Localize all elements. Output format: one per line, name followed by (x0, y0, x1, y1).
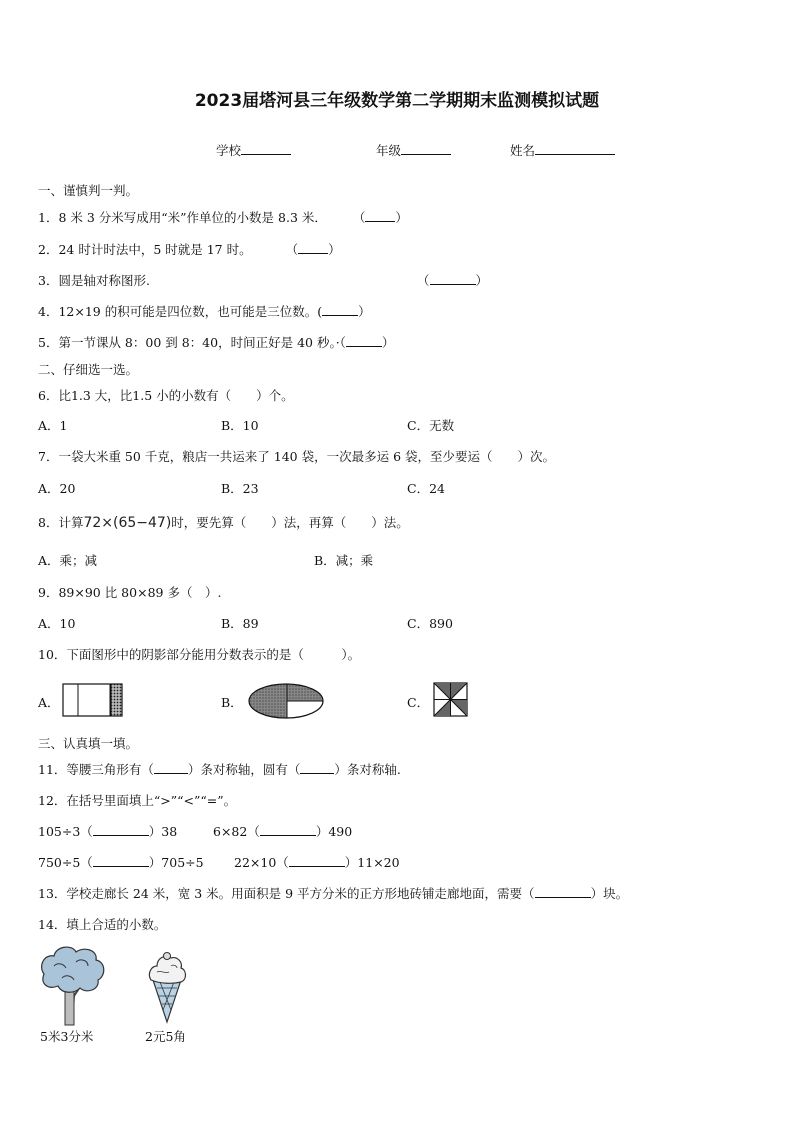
school-field (216, 141, 291, 159)
school-label: 学校 (216, 143, 242, 158)
answer-blank-3[interactable] (430, 273, 476, 285)
question-1: 1．8 米 3 分米写成用“米”作单位的小数是 8.3 米． （ ） (38, 210, 408, 225)
name-label: 姓名 (510, 143, 536, 158)
q8-option-a[interactable]: A．乘；减 (38, 553, 98, 568)
answer-blank-11a[interactable] (154, 762, 188, 774)
q10-option-a[interactable]: A． (38, 695, 60, 710)
q8-expression: 72×(65−47) (83, 515, 172, 531)
q12-item-4: 22×10（ ）11×20 (234, 855, 400, 870)
answer-blank-5[interactable] (346, 335, 382, 347)
question-10: 10．下面图形中的阴影部分能用分数表示的是（ ）。 (38, 647, 361, 662)
tree-icon (36, 944, 108, 1026)
page-title: 2023届塔河县三年级数学第二学期期末监测模拟试题 (194, 91, 600, 111)
question-13: 13．学校走廊长 24 米，宽 3 米。用面积是 9 平方分米的正方形地砖铺走廊地面，需要（ ）块。 (38, 886, 629, 901)
answer-blank-12-4[interactable] (289, 855, 345, 867)
school-blank[interactable] (241, 142, 291, 155)
q6-option-c[interactable]: C．无数 (407, 418, 455, 433)
answer-blank-12-2[interactable] (260, 824, 316, 836)
q8-option-b[interactable]: B．减；乘 (314, 553, 374, 568)
q7-option-c[interactable]: C．24 (407, 481, 445, 496)
q7-option-b[interactable]: B．23 (221, 481, 259, 496)
q9-option-c[interactable]: C．890 (407, 616, 453, 631)
question-8: 8．计算72×(65−47)时，要先算（ ）法，再算（ ）法。 (38, 515, 409, 531)
grade-blank[interactable] (401, 142, 451, 155)
q10-figure-c (433, 682, 469, 718)
ice-cream-icon (143, 950, 191, 1026)
answer-blank-4[interactable] (322, 304, 358, 316)
q7-option-a[interactable]: A．20 (38, 481, 76, 496)
question-6: 6．比1.3 大，比1.5 小的小数有（ ）个。 (38, 388, 294, 403)
question-14: 14．填上合适的小数。 (38, 917, 167, 932)
q10-figure-a (62, 683, 124, 717)
question-5: 5．第一节课从 8：00 到 8：40，时间正好是 40 秒。·（ ） (38, 335, 395, 350)
q6-option-b[interactable]: B．10 (221, 418, 259, 433)
grade-label: 年级 (376, 143, 402, 158)
q9-option-b[interactable]: B．89 (221, 616, 259, 631)
tree-caption: 5米3分米 (40, 1029, 94, 1044)
question-7: 7．一袋大米重 50 千克，粮店一共运来了 140 袋，一次最多运 6 袋，至少要运（ ）次。 (38, 449, 556, 464)
answer-blank-2[interactable] (298, 242, 328, 254)
q10-option-b[interactable]: B． (221, 695, 243, 710)
question-3: 3．圆是轴对称图形. (38, 273, 150, 288)
q12-item-1: 105÷3（ ）38 (38, 824, 178, 839)
ice-cream-caption: 2元5角 (145, 1029, 186, 1044)
q9-option-a[interactable]: A．10 (38, 616, 76, 631)
answer-blank-12-3[interactable] (93, 855, 149, 867)
answer-blank-11b[interactable] (300, 762, 334, 774)
answer-3: （ ） (417, 273, 489, 288)
q12-item-3: 750÷5（ ）705÷5 (38, 855, 204, 870)
answer-blank-1[interactable] (365, 210, 395, 222)
q10-option-c[interactable]: C． (407, 695, 430, 710)
section-3-heading: 三、认真填一填。 (38, 736, 139, 751)
grade-field (376, 141, 451, 159)
question-4: 4．12×19 的积可能是四位数，也可能是三位数。( ） (38, 304, 371, 319)
question-2: 2．24 时计时法中，5 时就是 17 时。 （ ） (38, 242, 341, 257)
name-blank[interactable] (535, 142, 615, 155)
name-field (510, 141, 615, 159)
q12-item-2: 6×82（ ）490 (213, 824, 353, 839)
question-12: 12．在括号里面填上“>”“<”“=”。 (38, 793, 237, 808)
answer-blank-12-1[interactable] (93, 824, 149, 836)
q6-option-a[interactable]: A．1 (38, 418, 68, 433)
section-1-heading: 一、谨慎判一判。 (38, 183, 139, 198)
question-11: 11．等腰三角形有（ ）条对称轴，圆有（ ）条对称轴. (38, 762, 401, 777)
q10-figure-b (247, 682, 325, 720)
section-2-heading: 二、仔细选一选。 (38, 362, 139, 377)
question-9: 9．89×90 比 80×89 多（ ）. (38, 585, 222, 600)
answer-blank-13[interactable] (535, 886, 591, 898)
